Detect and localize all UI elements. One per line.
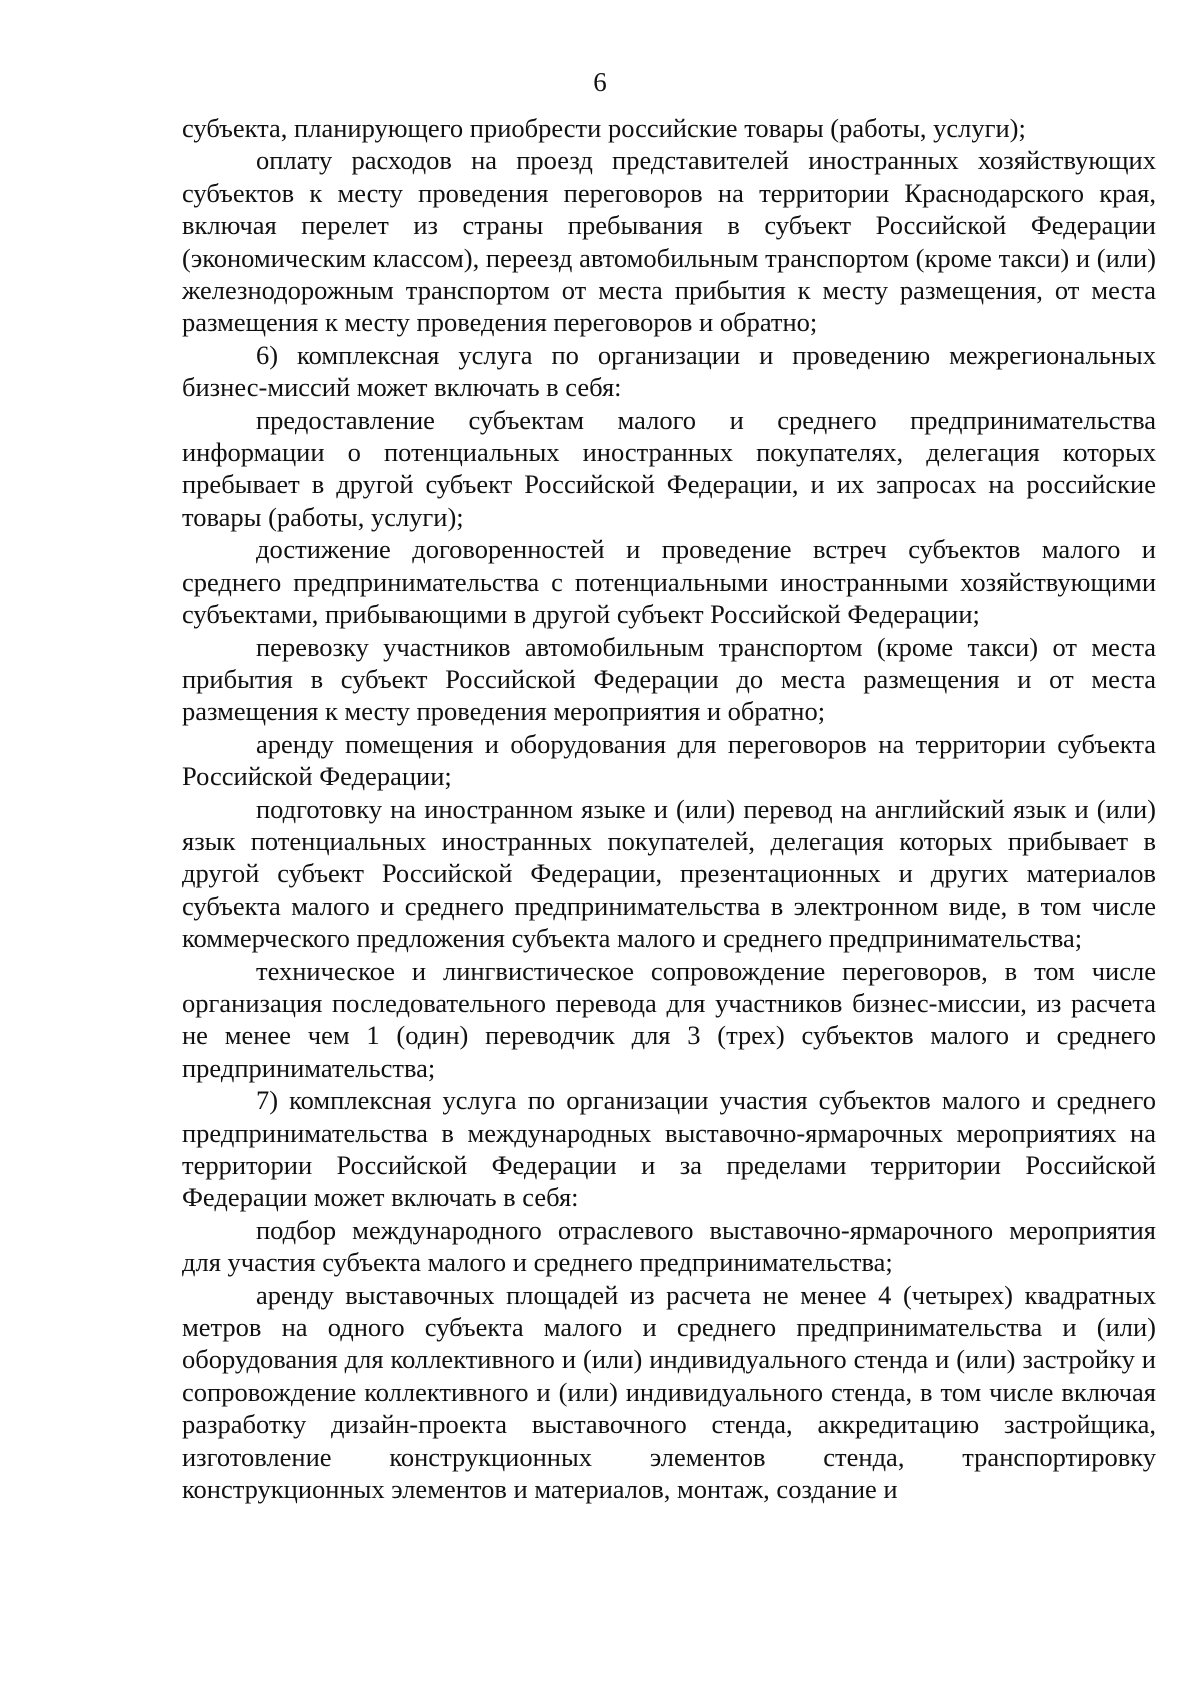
paragraph-6: перевозку участников автомобильным транспортом (кроме такси) от места прибытия в субъект Российской Федерации до места размещения и от места размещения к месту проведения мероприятия и обратно; [182,631,1156,727]
paragraph-3: 6) комплексная услуга по организации и проведению межрегиональных бизнес-миссий может включать в себя: [182,339,1156,403]
paragraph-7: аренду помещения и оборудования для переговоров на территории субъекта Российской Федерации; [182,728,1156,792]
paragraph-9: техническое и лингвистическое сопровождение переговоров, в том числе организация последовательного перевода для участников бизнес-миссии, из расчета не менее чем 1 (один) переводчик для 3 (трех) субъектов малого и среднего предпринимательства; [182,955,1156,1083]
document-body [182,112,1156,1505]
paragraph-1: субъекта, планирующего приобрести российские товары (работы, услуги); [182,113,1026,143]
paragraph-8: подготовку на иностранном языке и (или) перевод на английский язык и (или) язык потенциальных иностранных покупателей, делегация которых прибывает в другой субъект Российской Федерации, презентационных и других материалов субъекта малого и среднего предпринимательства в электронном виде, в том числе коммерческого предложения субъекта малого и среднего предпринимательства; [182,793,1156,954]
paragraph-5: достижение договоренностей и проведение встреч субъектов малого и среднего предпринимательства с потенциальными иностранными хозяйствующими субъектами, прибывающими в другой субъект Российской Федерации; [182,534,1156,630]
paragraph-12: аренду выставочных площадей из расчета не менее 4 (четырех) квадратных метров на одного субъекта малого и среднего предпринимательства и (или) оборудования для коллективного и (или) индивидуального стенда и (или) застройку и сопровождение коллективного и (или) индивидуального стенда, в том числе включая разработку дизайн-проекта выставочного стенда, аккредитацию застройщика, изготовление конструкционных элементов стенда, транспортировку конструкционных элементов и материалов, монтаж, создание и [182,1279,1156,1505]
paragraph-10: 7) комплексная услуга по организации участия субъектов малого и среднего предпринимательства в международных выставочно-ярмарочных мероприятиях на территории Российской Федерации и за пределами территории Российской Федерации может включать в себя: [182,1085,1156,1213]
paragraph-11: подбор международного отраслевого выставочно-ярмарочного мероприятия для участия субъекта малого и среднего предпринимательства; [182,1214,1156,1278]
paragraph-2: оплату расходов на проезд представителей иностранных хозяйствующих субъектов к месту проведения переговоров на территории Краснодарского края, включая перелет из страны пребывания в субъект Российской Федерации (экономическим классом), переезд автомобильным транспортом (кроме такси) и (или) железнодорожным транспортом от места прибытия к месту размещения, от места размещения к месту проведения переговоров и обратно; [182,145,1156,338]
page-number: 6 [593,67,607,97]
paragraph-4: предоставление субъектам малого и среднего предпринимательства информации о потенциальных иностранных покупателях, делегация которых пребывает в другой субъект Российской Федерации, и их запросах на российские товары (работы, услуги); [182,404,1156,532]
